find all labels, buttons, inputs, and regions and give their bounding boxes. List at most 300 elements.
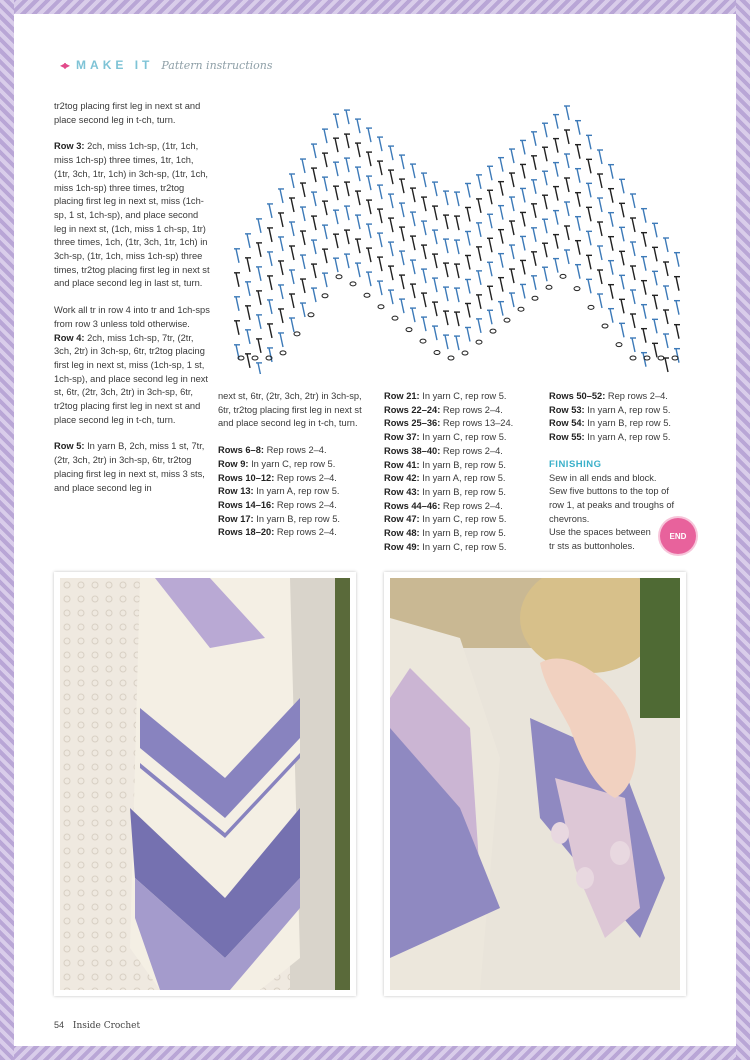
stitch-symbol <box>236 297 239 311</box>
stitch-symbol <box>621 275 624 289</box>
stitch-symbol <box>500 254 503 268</box>
stitch-symbol <box>368 248 371 262</box>
stitch-symbol <box>555 139 558 153</box>
stitch-symbol <box>500 158 503 172</box>
stitch-symbol <box>544 267 547 281</box>
stitch-symbol <box>500 182 503 196</box>
stitch-symbol <box>610 237 613 251</box>
stitch-symbol <box>676 277 679 291</box>
stitch-symbol <box>401 155 404 169</box>
row-instruction: Row 54: In yarn B, rep row 5. <box>549 418 671 429</box>
stitch-symbol <box>665 262 668 276</box>
chain-symbol <box>406 328 412 332</box>
stitch-symbol <box>258 339 261 353</box>
stitch-symbol <box>302 279 305 293</box>
stitch-symbol <box>302 207 305 221</box>
chain-symbol <box>630 356 636 360</box>
stitch-symbol <box>610 165 613 179</box>
stitch-symbol <box>599 174 602 188</box>
stitch-symbol <box>654 295 657 309</box>
row-instruction: Rows 25–36: Rep rows 13–24. <box>384 418 514 429</box>
chain-symbol <box>448 356 454 360</box>
stitch-symbol <box>588 183 591 197</box>
chain-symbol <box>364 293 370 297</box>
stitch-symbol <box>599 246 602 260</box>
stitch-symbol <box>478 175 481 189</box>
decorative-border-bottom <box>0 1046 750 1060</box>
stitch-symbol <box>379 137 382 151</box>
stitch-symbol <box>588 135 591 149</box>
stitch-symbol <box>423 317 426 331</box>
stitch-symbol <box>621 227 624 241</box>
finishing-step: Use the spaces between tr sts as buttonholes. <box>549 527 651 552</box>
stitch-symbol <box>478 319 481 333</box>
stitch-symbol <box>247 306 250 320</box>
chain-symbol <box>350 282 356 286</box>
stitch-symbol <box>577 265 580 279</box>
stitch-symbol <box>467 231 470 245</box>
stitch-symbol <box>577 241 580 255</box>
chain-symbol <box>546 285 552 289</box>
row-instruction: Row 53: In yarn A, rep row 5. <box>549 404 671 415</box>
stitch-symbol <box>401 203 404 217</box>
stitch-symbol <box>610 189 613 203</box>
stitch-symbol <box>500 206 503 220</box>
stitch-symbol <box>654 343 657 357</box>
stitch-symbol <box>368 272 371 286</box>
stitch-symbol <box>236 273 239 287</box>
stitch-symbol <box>533 132 536 146</box>
stitch-symbol <box>610 309 613 323</box>
chain-symbol <box>644 356 650 360</box>
stitch-symbol <box>302 159 305 173</box>
stitch-symbol <box>467 303 470 317</box>
stitch-symbol <box>346 158 349 172</box>
stitch-symbol <box>390 266 393 280</box>
decorative-border-right <box>736 0 750 1060</box>
photo-image <box>60 578 350 990</box>
stitch-symbol <box>511 221 514 235</box>
stitch-symbol <box>269 204 272 218</box>
stitch-symbol <box>390 146 393 160</box>
stitch-symbol <box>379 209 382 223</box>
stitch-symbol <box>346 254 349 268</box>
stitch-symbol <box>511 245 514 259</box>
stitch-symbol <box>346 110 349 124</box>
stitch-symbol <box>390 194 393 208</box>
stitch-symbol <box>423 293 426 307</box>
stitch-symbol <box>489 310 492 324</box>
row-4-instruction: Row 4: 2ch, miss 1ch-sp, 7tr, (2tr, 3ch, 2tr) in 3ch-sp, 6tr, tr2tog placing first leg in next st, miss (1ch-sp, 1 st, 1ch-sp), and place second leg in next st, 6tr, (2tr, 3ch, 2tr) in 3ch-sp, 6tr, tr2tog placing first leg in next st and place second leg in t-ch, turn. <box>54 332 209 425</box>
stitch-symbol <box>588 255 591 269</box>
stitch-symbol <box>412 260 415 274</box>
stitch-symbol <box>489 238 492 252</box>
stitch-symbol <box>434 182 437 196</box>
stitch-symbol <box>280 189 283 203</box>
row-instruction: Row 42: In yarn A, rep row 5. <box>384 473 506 484</box>
stitch-symbol <box>566 250 569 264</box>
stitch-symbol <box>247 282 250 296</box>
row-instruction: Rows 44–46: Rep rows 2–4. <box>384 500 503 511</box>
stitch-symbol <box>489 262 492 276</box>
stitch-symbol <box>610 213 613 227</box>
stitch-symbol <box>665 310 668 324</box>
stitch-symbol <box>522 260 525 274</box>
page-footer <box>54 1020 140 1031</box>
row-instruction: Rows 10–12: Rep rows 2–4. <box>218 472 337 483</box>
row-instruction: Rows 50–52: Rep rows 2–4. <box>549 391 668 401</box>
stitch-symbol <box>654 271 657 285</box>
stitch-symbol <box>434 302 437 316</box>
stitch-symbol <box>665 286 668 300</box>
row-instruction: Rows 38–40: Rep rows 2–4. <box>384 445 503 456</box>
stitch-symbol <box>335 186 338 200</box>
stitch-symbol <box>522 284 525 298</box>
stitch-symbol <box>621 251 624 265</box>
chain-symbol <box>616 343 622 347</box>
stitch-symbol <box>390 290 393 304</box>
stitch-symbol <box>599 270 602 284</box>
stitch-symbol <box>324 225 327 239</box>
stitch-symbol <box>577 121 580 135</box>
chain-symbol <box>504 318 510 322</box>
stitch-symbol <box>302 255 305 269</box>
stitch-symbol <box>379 233 382 247</box>
stitch-symbol <box>302 231 305 245</box>
stitch-symbol <box>379 161 382 175</box>
row-instruction: Row 47: In yarn C, rep row 5. <box>384 514 507 525</box>
stitch-symbol <box>313 288 316 302</box>
row-instruction: Rows 22–24: Rep rows 2–4. <box>384 404 503 415</box>
stitch-symbol <box>467 183 470 197</box>
stitch-symbol <box>357 263 360 277</box>
stitch-symbol <box>555 259 558 273</box>
stitch-symbol <box>291 294 294 308</box>
stitch-symbol <box>522 212 525 226</box>
stitch-symbol <box>434 230 437 244</box>
stitch-symbol <box>346 182 349 196</box>
section-title: MAKE IT <box>76 58 154 72</box>
stitch-symbol <box>423 197 426 211</box>
row-instruction: Row 48: In yarn B, rep row 5. <box>384 528 506 539</box>
stitch-symbol <box>467 327 470 341</box>
stitch-symbol <box>566 226 569 240</box>
stitch-symbol <box>643 329 646 343</box>
stitch-symbol <box>412 308 415 322</box>
stitch-symbol <box>401 251 404 265</box>
stitch-symbol <box>335 258 338 272</box>
stitch-symbol <box>412 236 415 250</box>
finishing-step: Sew in all ends and block. <box>549 472 657 483</box>
end-badge: END <box>660 518 696 554</box>
photo-image <box>390 578 680 990</box>
stitch-symbol <box>467 279 470 293</box>
chain-symbol <box>294 332 300 336</box>
stitch-symbol <box>511 269 514 283</box>
stitch-symbol <box>456 192 459 206</box>
stitch-symbol <box>456 264 459 278</box>
section-header <box>60 58 273 72</box>
stitch-symbol <box>643 257 646 271</box>
stitch-symbol <box>291 270 294 284</box>
stitch-symbol <box>434 278 437 292</box>
stitch-symbol <box>269 324 272 338</box>
stitch-symbol <box>533 276 536 290</box>
stitch-symbol <box>544 219 547 233</box>
stitch-symbol <box>533 180 536 194</box>
stitch-symbol <box>247 330 250 344</box>
stitch-symbol <box>335 114 338 128</box>
row-instruction: Row 41: In yarn B, rep row 5. <box>384 459 506 470</box>
stitch-symbol <box>599 150 602 164</box>
stitch-symbol <box>566 106 569 120</box>
stitch-symbol <box>269 228 272 242</box>
stitch-symbol <box>324 249 327 263</box>
stitch-symbol <box>665 238 668 252</box>
stitch-symbol <box>291 246 294 260</box>
stitch-symbol <box>588 159 591 173</box>
stitch-symbol <box>522 140 525 154</box>
row-instruction: Row 43: In yarn B, rep row 5. <box>384 486 506 497</box>
row-instruction: Row 17: In yarn B, rep row 5. <box>218 513 340 524</box>
stitch-symbol <box>566 202 569 216</box>
stitch-symbol <box>324 177 327 191</box>
stitch-symbol <box>401 179 404 193</box>
stitch-symbol <box>401 227 404 241</box>
paragraph: next st, 6tr, (2tr, 3ch, 2tr) in 3ch-sp, 6tr, tr2tog placing first leg in next st and place second leg in t-ch, turn. <box>218 391 362 429</box>
stitch-symbol <box>478 295 481 309</box>
stitch-symbol <box>335 138 338 152</box>
stitch-symbol <box>368 128 371 142</box>
chain-symbol <box>672 356 678 360</box>
stitch-symbol <box>555 211 558 225</box>
stitch-symbol <box>434 254 437 268</box>
section-subtitle: Pattern instructions <box>161 58 273 72</box>
row-5-instruction: Row 5: In yarn B, 2ch, miss 1 st, 7tr, (2tr, 3ch, 2tr) in 3ch-sp, 6tr, tr2tog placing first leg in next st, miss 3 sts, and place second leg in <box>54 441 205 493</box>
stitch-symbol <box>236 249 239 263</box>
row-instruction: Rows 18–20: Rep rows 2–4. <box>218 527 337 538</box>
stitch-symbol <box>280 333 283 347</box>
stitch-symbol <box>445 215 448 229</box>
chain-symbol <box>434 351 440 355</box>
chain-symbol <box>490 329 496 333</box>
stitch-symbol <box>247 354 250 368</box>
stitch-symbol <box>313 144 316 158</box>
stitch-symbol <box>324 129 327 143</box>
stitch-symbol <box>313 240 316 254</box>
stitch-symbol <box>555 163 558 177</box>
stitch-symbol <box>599 198 602 212</box>
stitch-symbol <box>544 123 547 137</box>
stitch-symbol <box>423 173 426 187</box>
paragraph: tr2tog placing first leg in next st and place second leg in t-ch, turn. <box>54 101 201 125</box>
stitch-symbol <box>280 285 283 299</box>
text-column-3 <box>384 390 544 554</box>
stitch-symbol <box>500 230 503 244</box>
row-instruction: Row 13: In yarn A, rep row 5. <box>218 486 340 497</box>
stitch-symbol <box>654 247 657 261</box>
stitch-symbol <box>357 119 360 133</box>
stitch-symbol <box>247 258 250 272</box>
stitch-symbol <box>632 314 635 328</box>
stitch-symbol <box>643 233 646 247</box>
stitch-symbol <box>346 230 349 244</box>
stitch-symbol <box>291 222 294 236</box>
stitch-symbol <box>456 336 459 350</box>
stitch-symbol <box>489 166 492 180</box>
stitch-symbol <box>643 209 646 223</box>
stitch-symbol <box>313 192 316 206</box>
chain-symbol <box>280 351 286 355</box>
stitch-symbol <box>610 285 613 299</box>
stitch-symbol <box>676 301 679 315</box>
stitch-symbol <box>291 174 294 188</box>
stitch-symbol <box>379 281 382 295</box>
stitch-symbol <box>236 321 239 335</box>
stitch-symbol <box>390 218 393 232</box>
stitch-symbol <box>368 224 371 238</box>
stitch-symbol <box>566 130 569 144</box>
stitch-symbol <box>577 217 580 231</box>
stitch-symbol <box>621 179 624 193</box>
stitch-symbol <box>357 215 360 229</box>
stitch-symbol <box>544 171 547 185</box>
stitch-symbol <box>522 236 525 250</box>
stitch-symbol <box>445 263 448 277</box>
stitch-symbol <box>379 185 382 199</box>
page-number: 54 <box>54 1020 65 1030</box>
stitch-symbol <box>632 242 635 256</box>
stitch-symbol <box>511 293 514 307</box>
stitch-symbol <box>280 213 283 227</box>
stitch-symbol <box>291 318 294 332</box>
stitch-symbol <box>258 363 261 374</box>
stitch-symbol <box>577 193 580 207</box>
paragraph: Work all tr in row 4 into tr and 1ch-sps from row 3 unless told otherwise. <box>54 305 210 329</box>
stitch-symbol <box>401 275 404 289</box>
stitch-symbol <box>313 264 316 278</box>
stitch-symbol <box>445 311 448 325</box>
row-instruction: Row 21: In yarn C, rep row 5. <box>384 391 507 401</box>
stitch-symbol <box>346 206 349 220</box>
stitch-symbol <box>302 303 305 317</box>
chain-symbol <box>420 339 426 343</box>
stitch-symbol <box>258 219 261 233</box>
chain-symbol <box>462 351 468 355</box>
stitch-symbol <box>357 239 360 253</box>
stitch-symbol <box>412 284 415 298</box>
stitch-symbol <box>478 223 481 237</box>
stitch-symbol <box>555 115 558 129</box>
stitch-symbol <box>555 235 558 249</box>
stitch-symbol <box>434 206 437 220</box>
text-column-2 <box>218 390 374 540</box>
stitch-symbol <box>269 252 272 266</box>
chain-symbol <box>322 294 328 298</box>
stitch-symbol <box>533 252 536 266</box>
magazine-title: Inside Crochet <box>72 1021 141 1031</box>
stitch-symbol <box>390 170 393 184</box>
stitch-symbol <box>643 281 646 295</box>
stitch-symbol <box>478 199 481 213</box>
stitch-symbol <box>445 239 448 253</box>
stitch-symbol <box>500 302 503 316</box>
stitch-symbol <box>247 234 250 248</box>
stitch-symbol <box>434 326 437 340</box>
stitch-symbol <box>456 216 459 230</box>
text-column-1 <box>54 100 210 508</box>
row-instruction: Rows 14–16: Rep rows 2–4. <box>218 499 337 510</box>
stitch-symbol <box>577 145 580 159</box>
photo-scarf-closeup <box>54 572 356 996</box>
stitch-symbol <box>632 338 635 352</box>
stitch-symbol <box>368 200 371 214</box>
stitch-symbol <box>456 240 459 254</box>
stitch-symbol <box>258 243 261 257</box>
row-instruction: Row 9: In yarn C, rep row 5. <box>218 458 336 469</box>
stitch-symbol <box>368 152 371 166</box>
stitch-symbol <box>280 261 283 275</box>
stitch-symbol <box>302 183 305 197</box>
stitch-symbol <box>621 323 624 337</box>
stitch-symbol <box>445 287 448 301</box>
stitch-symbol <box>280 309 283 323</box>
stitch-symbol <box>566 154 569 168</box>
stitch-symbol <box>423 221 426 235</box>
stitch-symbol <box>577 169 580 183</box>
stitch-symbol <box>412 164 415 178</box>
row-instruction: Row 49: In yarn C, rep row 5. <box>384 541 507 552</box>
stitch-symbol <box>511 173 514 187</box>
stitch-symbol <box>324 273 327 287</box>
stitch-symbol <box>313 216 316 230</box>
stitch-symbol <box>357 191 360 205</box>
chain-symbol <box>392 316 398 320</box>
stitch-symbol <box>621 299 624 313</box>
stitch-symbol <box>489 190 492 204</box>
chain-symbol <box>476 340 482 344</box>
chain-symbol <box>308 313 314 317</box>
stitch-symbol <box>445 191 448 205</box>
row-3-instruction: Row 3: 2ch, miss 1ch-sp, (1tr, 1ch, miss 1ch-sp) three times, 1tr, 1ch, (1tr, 3ch, 1tr, 1ch) in 3ch-sp, (1tr, 1ch, miss 1ch-sp) three times, tr2tog placing first leg in next st, miss (1ch-sp, 1 st, 1ch-sp), and place second leg in next st, (1ch, miss 1 ch-sp, 1tr) three times, 1ch, (1tr, 3ch, 1tr, 1ch) in 3ch-sp, (1tr, 1ch, miss 1ch-sp) three times, tr2tog placing first leg in next st and place second leg in last st, turn. <box>54 141 210 289</box>
stitch-symbol <box>621 203 624 217</box>
stitch-symbol <box>401 299 404 313</box>
stitch-symbol <box>412 212 415 226</box>
stitch-symbol <box>632 266 635 280</box>
stitch-symbol <box>335 210 338 224</box>
stitch-symbol <box>500 278 503 292</box>
stitch-symbol <box>610 261 613 275</box>
stitch-symbol <box>357 167 360 181</box>
stitch-symbol <box>632 194 635 208</box>
stitch-symbol <box>258 315 261 329</box>
stitch-symbol <box>357 143 360 157</box>
chain-symbol <box>602 324 608 328</box>
finishing-step: Sew five buttons to the top of row 1, at peaks and troughs of chevrons. <box>549 486 675 524</box>
stitch-symbol <box>467 255 470 269</box>
stitch-symbol <box>632 290 635 304</box>
stitch-symbol <box>379 257 382 271</box>
stitch-symbol <box>445 335 448 349</box>
chain-symbol <box>560 274 566 278</box>
stitch-symbol <box>632 218 635 232</box>
stitch-symbol <box>489 286 492 300</box>
stitch-symbol <box>335 234 338 248</box>
finishing-heading: FINISHING <box>549 458 602 470</box>
stitch-symbol <box>368 176 371 190</box>
chain-symbol <box>252 356 258 360</box>
stitch-symbol <box>588 231 591 245</box>
